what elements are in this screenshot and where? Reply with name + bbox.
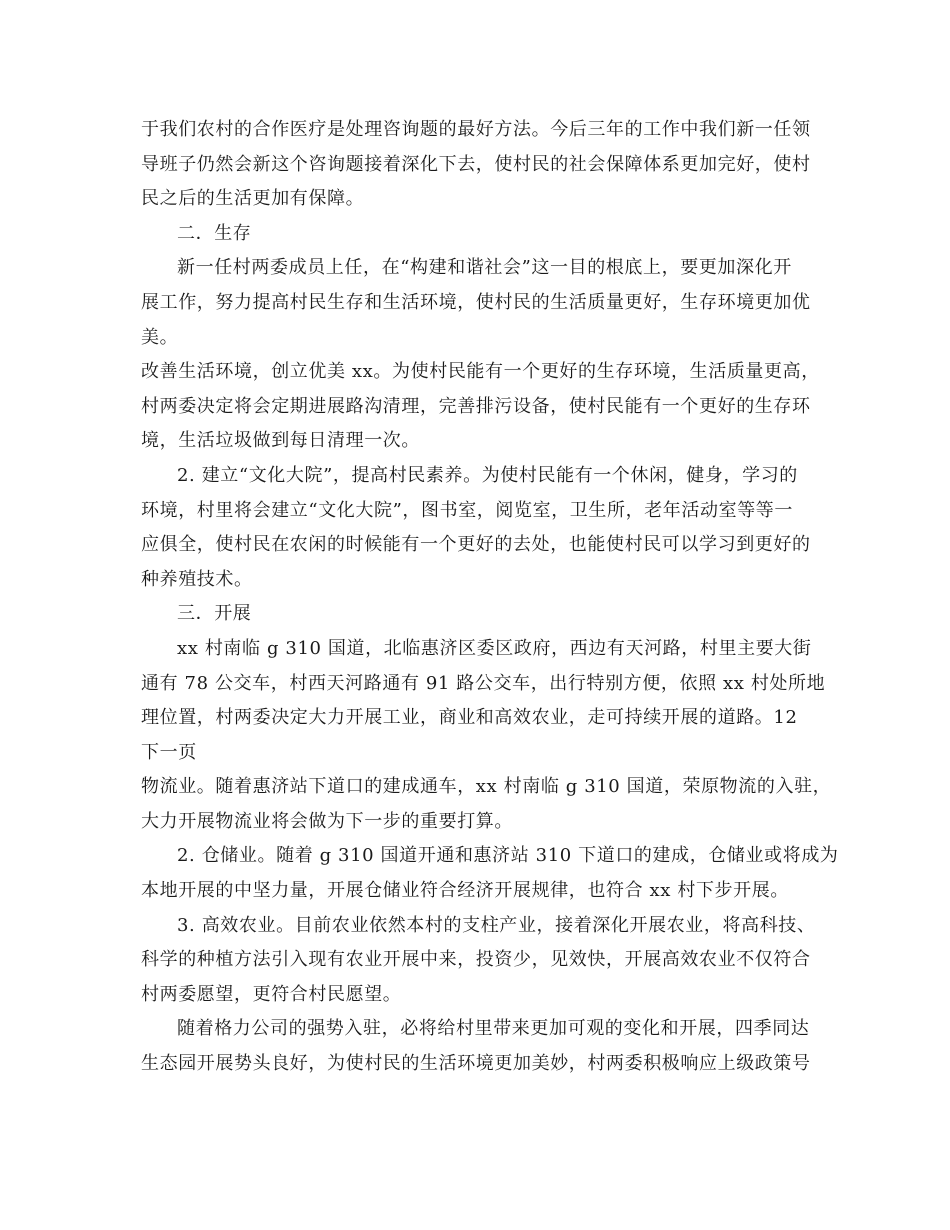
text-line: 理位置，村两委决定大力开展工业，商业和高效农业，走可持续开展的道路。12 [141, 707, 798, 729]
text-line: 2. 仓储业。随着 g 310 国道开通和惠济站 310 下道口的建成，仓储业或将成为 [177, 845, 839, 867]
text-line: 应俱全，使村民在农闲的时候能有一个更好的去处，也能使村民可以学习到更好的 [141, 534, 811, 556]
document-body [141, 113, 839, 1082]
text-line: 二．生存 [177, 222, 252, 244]
text-line: 村两委愿望，更符合村民愿望。 [141, 983, 402, 1005]
text-line: 新一任村两委成员上任，在“构建和谐社会”这一目的根底上，要更加深化开 [177, 257, 792, 279]
text-line: 境，生活垃圾做到每日清理一次。 [141, 430, 420, 452]
text-line: xx 村南临 g 310 国道，北临惠济区委区政府，西边有天河路，村里主要大街 [177, 637, 812, 659]
text-line: 三．开展 [177, 603, 252, 625]
text-line: 导班子仍然会新这个咨询题接着深化下去，使村民的社会保障体系更加完好，使村 [141, 153, 811, 175]
text-line: 种养殖技术。 [141, 568, 253, 590]
text-line: 于我们农村的合作医疗是处理咨询题的最好方法。今后三年的工作中我们新一任领 [141, 119, 811, 140]
text-line: 民之后的生活更加有保障。 [141, 188, 365, 210]
text-line: 生态园开展势头良好，为使村民的生活环境更加美妙，村两委积极响应上级政策号 [141, 1053, 811, 1075]
text-line: 环境，村里将会建立“文化大院”，图书室，阅览室，卫生所，老年活动室等等一 [141, 499, 794, 521]
text-line: 大力开展物流业将会做为下一步的重要打算。 [141, 810, 513, 832]
text-line: 3. 高效农业。目前农业依然本村的支柱产业，接着深化开展农业，将高科技、 [177, 914, 816, 936]
text-line: 物流业。随着惠济站下道口的建成通车，xx 村南临 g 310 国道，荣原物流的入驻， [141, 776, 832, 798]
text-line: 美。 [141, 326, 179, 348]
text-line: 改善生活环境，创立优美 xx。为使村民能有一个更好的生存环境，生活质量更高， [141, 361, 820, 383]
text-line: 随着格力公司的强势入驻，必将给村里带来更加可观的变化和开展，四季同达 [177, 1018, 810, 1040]
text-line: 本地开展的中坚力量，开展仓储业符合经济开展规律，也符合 xx 村下步开展。 [141, 880, 789, 902]
text-line: 村两委决定将会定期进展路沟清理，完善排污设备，使村民能有一个更好的生存环 [141, 395, 811, 417]
text-line: 下一页 [141, 741, 197, 763]
text-line: 2. 建立“文化大院”，提高村民素养。为使村民能有一个休闲，健身，学习的 [177, 464, 798, 486]
text-line: 通有 78 公交车，村西天河路通有 91 路公交车，出行特别方便，依照 xx 村处所地 [141, 672, 826, 694]
text-line: 科学的种植方法引入现有农业开展中来，投资少，见效快，开展高效农业不仅符合 [141, 949, 811, 971]
text-line: 展工作，努力提高村民生存和生活环境，使村民的生活质量更好，生存环境更加优 [141, 291, 811, 313]
